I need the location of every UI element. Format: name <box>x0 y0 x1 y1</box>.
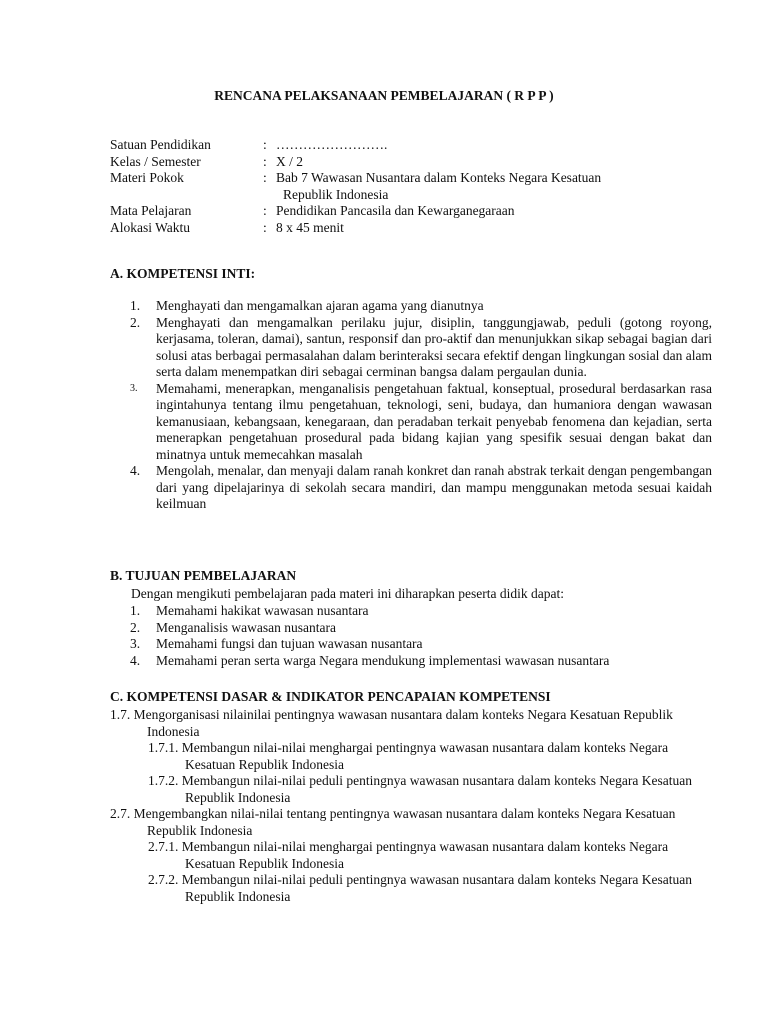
section-b-heading: B. TUJUAN PEMBELAJARAN <box>110 568 297 583</box>
list-text: Menghayati dan mengamalkan perilaku jujur, disiplin, tanggungjawab, peduli (gotong royong, kerjasama, toleran, damai), santun, responsif dan pro-aktif dan menunjukkan sikap sebagai bagian dari solusi atas berbagai permasalahan dalam berinteraksi secara efektif dengan lingkungan sosial dan alam serta dalam menempatkan diri sebagai cerminan bangsa dalam pergaulan dunia. <box>156 314 712 379</box>
indicator-item: 2.7.2. Membangun nilai-nilai peduli pentingnya wawasan nusantara dalam konteks Negara Kesatuan Republik Indonesia <box>148 872 692 904</box>
list-number: 4. <box>130 463 141 478</box>
identity-value: X / 2 <box>276 153 303 169</box>
section-a-heading: A. KOMPETENSI INTI: <box>110 266 256 281</box>
identity-colon: : <box>263 203 267 218</box>
kd-item: 2.7. Mengembangkan nilai-nilai tentang pentingnya wawasan nusantara dalam konteks Negara Kesatuan Republik Indonesia <box>110 806 676 838</box>
list-text: Mengolah, menalar, dan menyaji dalam ranah konkret dan ranah abstrak terkait dengan pengembangan dari yang dipelajarinya di sekolah secara mandiri, dan mampu menggunakan metoda sesuai kaidah keilmuan <box>156 463 712 511</box>
list-item <box>130 463 712 513</box>
list-item <box>130 298 712 315</box>
list-number: 1. <box>130 603 141 618</box>
identity-value: Pendidikan Pancasila dan Kewarganegaraan <box>276 203 515 218</box>
list-text: Menganalisis wawasan nusantara <box>156 619 336 635</box>
identity-row-satuan <box>110 137 710 154</box>
identity-block <box>110 137 710 236</box>
identity-value: Bab 7 Wawasan Nusantara dalam Konteks Negara Kesatuan <box>276 170 602 185</box>
list-number: 2. <box>130 314 141 330</box>
list-text: Menghayati dan mengamalkan ajaran agama yang dianutnya <box>156 298 484 313</box>
identity-row-mapel <box>110 203 710 220</box>
list-item <box>130 620 712 637</box>
section-b-intro: Dengan mengikuti pembelajaran pada materi ini diharapkan peserta didik dapat: <box>131 586 564 601</box>
list-text: Memahami peran serta warga Negara mendukung implementasi wawasan nusantara <box>156 652 610 668</box>
identity-row-waktu <box>110 220 710 237</box>
list-number: 3. <box>130 636 141 651</box>
identity-row-kelas <box>110 154 710 171</box>
indicator-item: 1.7.2. Membangun nilai-nilai peduli pentingnya wawasan nusantara dalam konteks Negara Kesatuan Republik Indonesia <box>148 773 692 805</box>
kd-item: 1.7. Mengorganisasi nilainilai pentingnya wawasan nusantara dalam konteks Negara Kesatuan Republik Indonesia <box>110 707 673 739</box>
identity-value: ……………………. <box>276 137 388 152</box>
list-text: Memahami, menerapkan, menganalisis pengetahuan faktual, konseptual, prosedural berdasarkan rasa ingintahunya tentang ilmu pengetahuan, teknologi, seni, budaya, dan humaniora dengan wawasan kemanusiaan, kebangsaan, kenegaraan, dan peradaban terkait penyebab fenomena dan kejadian, serta menerapkan pengetahuan prosedural pada bidang kajian yang spesifik sesuai dengan bakat dan minatnya untuk memecahkan masalah <box>156 380 712 462</box>
identity-label: Materi Pokok <box>110 170 184 185</box>
identity-colon: : <box>263 170 267 185</box>
document-title: RENCANA PELAKSANAAN PEMBELAJARAN ( R P P ) <box>214 88 554 103</box>
identity-value: 8 x 45 menit <box>276 219 344 235</box>
kompetensi-dasar-block <box>110 707 715 905</box>
list-text: Memahami fungsi dan tujuan wawasan nusantara <box>156 636 423 651</box>
tujuan-list <box>130 603 712 669</box>
identity-value-continued: Republik Indonesia <box>283 186 389 202</box>
identity-colon: : <box>263 219 267 235</box>
kompetensi-inti-list <box>130 298 712 513</box>
identity-label: Mata Pelajaran <box>110 203 192 218</box>
list-item <box>130 381 712 464</box>
list-item <box>130 603 712 620</box>
section-c-heading: C. KOMPETENSI DASAR & INDIKATOR PENCAPAIAN KOMPETENSI <box>110 689 551 704</box>
list-number: 3. <box>130 382 138 394</box>
identity-label: Kelas / Semester <box>110 153 201 169</box>
identity-colon: : <box>263 153 267 169</box>
list-item <box>130 315 712 381</box>
identity-label: Alokasi Waktu <box>110 219 191 235</box>
indicator-item: 2.7.1. Membangun nilai-nilai menghargai pentingnya wawasan nusantara dalam konteks Negara Kesatuan Republik Indonesia <box>148 839 669 871</box>
identity-row-materi <box>110 170 710 187</box>
list-number: 2. <box>130 619 141 635</box>
list-number: 1. <box>130 298 141 313</box>
list-text: Memahami hakikat wawasan nusantara <box>156 603 369 618</box>
identity-label: Satuan Pendidikan <box>110 137 211 152</box>
indicator-item: 1.7.1. Membangun nilai-nilai menghargai pentingnya wawasan nusantara dalam konteks Negara Kesatuan Republik Indonesia <box>148 740 669 772</box>
list-number: 4. <box>130 652 141 668</box>
list-item <box>130 653 712 670</box>
list-item <box>130 636 712 653</box>
identity-colon: : <box>263 137 267 152</box>
